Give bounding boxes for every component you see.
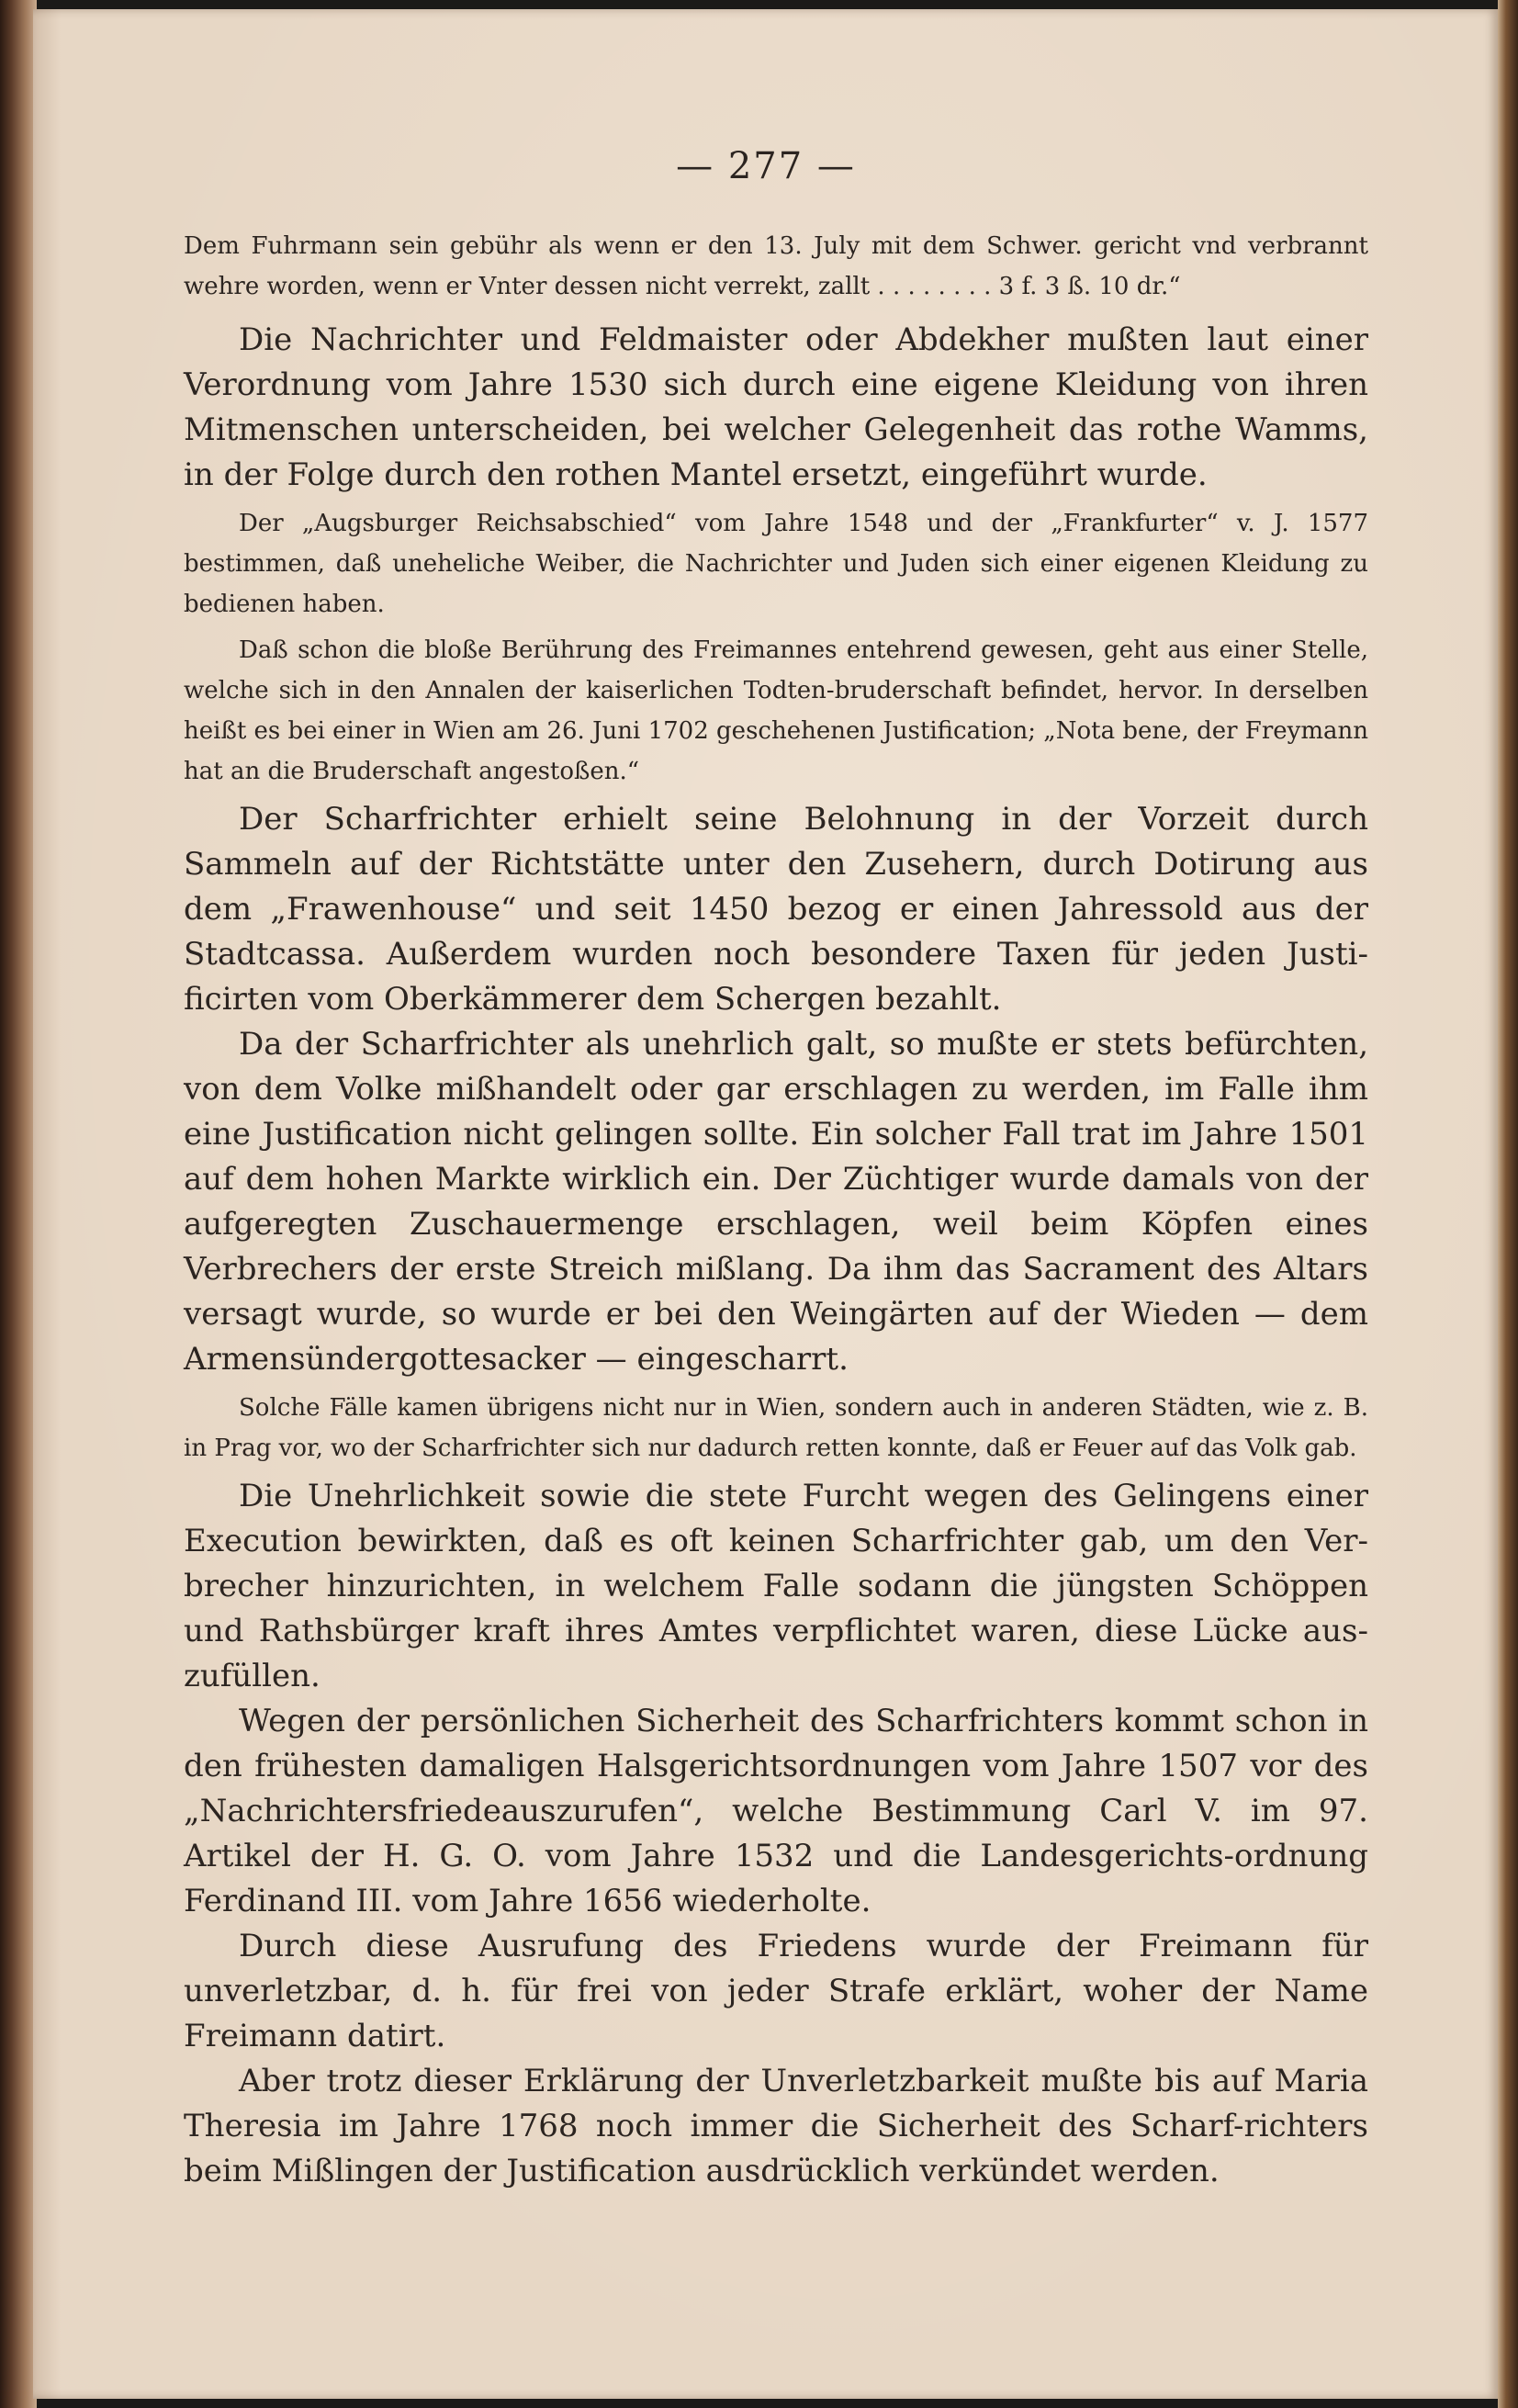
paragraph-6: Da der Scharfrichter als unehrlich galt, so mußte er stets befürchten, von dem Volke mißhandelt oder gar erschlagen zu werden, im Falle ihm eine Justification nicht gelingen sollte. Ein solcher Fall trat im Jahre 1501 auf dem hohen Markte wirklich ein. Der Züchtiger wurde damals von der aufgeregten Zuschauermenge erschlagen, weil beim Köpfen eines Verbrechers der erste Streich mißlang. Da ihm das Sacrament des Altars versagt wurde, so wurde er bei den Weingärten auf der Wieden — dem Armensündergottesacker — eingescharrt. xyxy=(184,1026,1368,1378)
paragraph-8: Die Unehrlichkeit sowie die stete Furcht wegen des Gelingens einer Execution bewirkten, daß es oft keinen Scharfrichter gab, um den Ver-brecher hinzurichten, in welchem Falle sodann die jüngsten Schöppen und Rathsbürger kraft ihres Amtes verpflichtet waren, diese Lücke aus-zufüllen. xyxy=(184,1478,1368,1694)
paragraph-1-note: Dem Fuhrmann sein gebühr als wenn er den 13. July mit dem Schwer. gericht vnd verbrannt wehre worden, wenn er Vnter dessen nicht verrekt, zallt . . . . . . . . 3 f. 3 ß. 10 dr.“ xyxy=(184,232,1368,300)
paragraph-10: Durch diese Ausrufung des Friedens wurde der Freimann für unverletzbar, d. h. für frei von jeder Strafe erklärt, woher der Name Freimann datirt. xyxy=(184,1928,1368,2054)
book-spine-shadow xyxy=(0,0,37,2408)
paragraph-4-note: Daß schon die bloße Berührung des Freimannes entehrend gewesen, geht aus einer Stelle, welche sich in den Annalen der kaiserlichen Todten-bruderschaft befindet, hervor. In derselben heißt es bei einer in Wien am 26. Juni 1702 geschehenen Justification; „Nota bene, der Freymann hat an die Bruderschaft angestoßen.“ xyxy=(184,636,1368,785)
paragraph-7-note: Solche Fälle kamen übrigens nicht nur in Wien, sondern auch in anderen Städten, wie z. B. in Prag vor, wo der Scharfrichter sich nur dadurch retten konnte, daß er Feuer auf das Volk gab. xyxy=(184,1394,1368,1462)
paragraph-2: Die Nachrichter und Feldmaister oder Abdekher mußten laut einer Verordnung vom Jahre 1530 sich durch eine eigene Kleidung von ihren Mitmenschen unterscheiden, bei welcher Gelegenheit das rothe Wamms, in der Folge durch den rothen Mantel ersetzt, eingeführt wurde. xyxy=(184,321,1368,493)
page-number: — 277 — xyxy=(676,145,856,187)
paragraph-3-note: Der „Augsburger Reichsabschied“ vom Jahre 1548 und der „Frankfurter“ v. J. 1577 bestimmen, daß uneheliche Weiber, die Nachrichter und Juden sich einer eigenen Kleidung zu bedienen haben. xyxy=(184,510,1368,618)
paragraph-5: Der Scharfrichter erhielt seine Belohnung in der Vorzeit durch Sammeln auf der Richtstätte unter den Zusehern, durch Dotirung aus dem „Frawenhouse“ und seit 1450 bezog er einen Jahressold aus der Stadtcassa. Außerdem wurden noch besondere Taxen für jeden Justi-ficirten vom Oberkämmerer dem Schergen bezahlt. xyxy=(184,801,1368,1018)
paragraph-11: Aber trotz dieser Erklärung der Unverletzbarkeit mußte bis auf Maria Theresia im Jahre 1768 noch immer die Sicherheit des Scharf-richters beim Mißlingen der Justification ausdrücklich verkündet werden. xyxy=(184,2063,1368,2189)
paragraph-9: Wegen der persönlichen Sicherheit des Scharfrichters kommt schon in den frühesten damaligen Halsgerichtsordnungen vom Jahre 1507 vor des „Nachrichtersfriedeauszurufen“, welche Bestimmung Carl V. im 97. Artikel der H. G. O. vom Jahre 1532 und die Landesgerichts-ordnung Ferdinand III. vom Jahre 1656 wiederholte. xyxy=(184,1703,1368,1919)
page-edge-shadow xyxy=(1498,0,1518,2408)
page-body-text xyxy=(184,226,1368,2194)
